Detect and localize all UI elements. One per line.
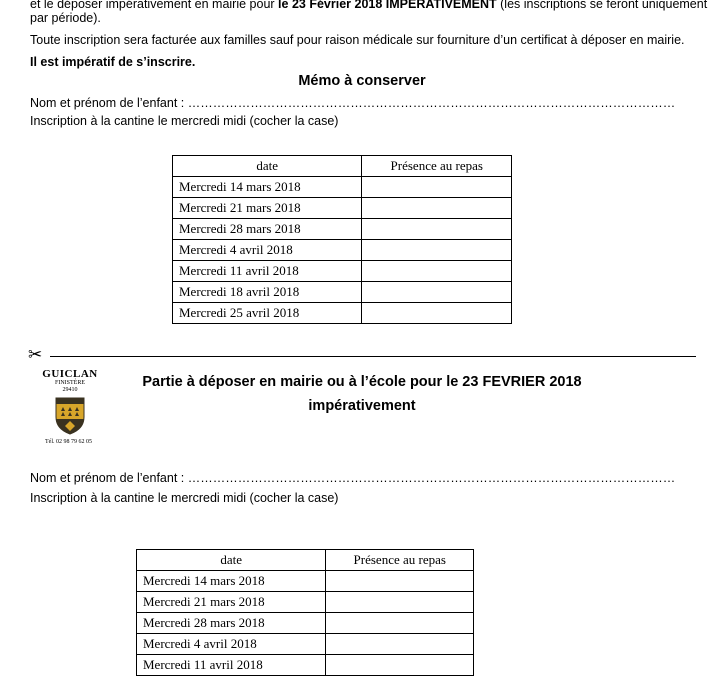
memo-header-date: date (173, 156, 362, 177)
table-row (173, 219, 512, 240)
memo-inscription-label: Inscription à la cantine le mercredi midi (cocher la case) (30, 114, 339, 128)
memo-child-name-field[interactable]: Nom et prénom de l’enfant : ……………………………………………………………………………………………………… (30, 96, 676, 110)
deposit-header-presence: Présence au repas (326, 550, 474, 571)
logo-region: FINISTÈRE (55, 380, 85, 386)
deposit-date-cell: Mercredi 14 mars 2018 (137, 571, 326, 592)
table-row (137, 613, 474, 634)
memo-date-cell: Mercredi 28 mars 2018 (173, 219, 362, 240)
memo-title: Mémo à conserver (298, 73, 426, 89)
logo-postcode: 29410 (62, 387, 78, 393)
table-row (137, 655, 474, 676)
deposit-date-cell: Mercredi 11 avril 2018 (137, 655, 326, 676)
table-row (173, 303, 512, 324)
table-row (173, 240, 512, 261)
memo-table (172, 155, 512, 324)
deposit-title: Partie à déposer en mairie ou à l’école pour le 23 FEVRIER 2018 (142, 374, 582, 390)
table-row (173, 282, 512, 303)
memo-presence-checkbox-cell[interactable] (362, 219, 512, 240)
scissors-icon: ✂ (28, 345, 43, 364)
deposit-inscription-label: Inscription à la cantine le mercredi midi (cocher la case) (30, 491, 339, 505)
intro-deadline-bold: le 23 Février 2018 IMPERATIVEMENT (278, 0, 497, 11)
memo-date-cell: Mercredi 21 mars 2018 (173, 198, 362, 219)
mandatory-notice: Il est impératif de s’inscrire. (30, 55, 196, 69)
intro-deadline (30, 0, 707, 12)
logo-telephone: Tél. 02 98 79 62 05 (45, 439, 92, 445)
cut-line-divider (50, 356, 696, 357)
memo-table-header (173, 156, 512, 177)
memo-presence-checkbox-cell[interactable] (362, 282, 512, 303)
deposit-table-header (137, 550, 474, 571)
deposit-child-name-field[interactable]: Nom et prénom de l’enfant : ……………………………………………………………………………………………………… (30, 471, 676, 485)
deposit-presence-checkbox-cell[interactable] (326, 571, 474, 592)
memo-presence-checkbox-cell[interactable] (362, 198, 512, 219)
deposit-table (136, 549, 474, 676)
memo-presence-checkbox-cell[interactable] (362, 261, 512, 282)
deposit-header-date: date (137, 550, 326, 571)
memo-date-cell: Mercredi 25 avril 2018 (173, 303, 362, 324)
intro-deadline-text: et le déposer impérativement en mairie pour (30, 0, 279, 11)
billing-notice: Toute inscription sera facturée aux familles sauf pour raison médicale sur fourniture d’un certificat à déposer en mairie. (30, 33, 685, 47)
deposit-date-cell: Mercredi 21 mars 2018 (137, 592, 326, 613)
table-row (137, 592, 474, 613)
deposit-title-continued: impérativement (308, 398, 416, 414)
memo-presence-checkbox-cell[interactable] (362, 303, 512, 324)
table-row (173, 177, 512, 198)
memo-date-cell: Mercredi 18 avril 2018 (173, 282, 362, 303)
table-row (173, 198, 512, 219)
deposit-presence-checkbox-cell[interactable] (326, 613, 474, 634)
table-row (173, 261, 512, 282)
intro-period: par période). (30, 11, 101, 25)
deposit-presence-checkbox-cell[interactable] (326, 592, 474, 613)
memo-header-presence: Présence au repas (362, 156, 512, 177)
intro-deadline-rest: (les inscriptions se feront uniquement (496, 0, 708, 11)
memo-date-cell: Mercredi 14 mars 2018 (173, 177, 362, 198)
memo-presence-checkbox-cell[interactable] (362, 240, 512, 261)
deposit-date-cell: Mercredi 4 avril 2018 (137, 634, 326, 655)
logo-town-name: GUICLAN (42, 368, 98, 380)
memo-presence-checkbox-cell[interactable] (362, 177, 512, 198)
table-row (137, 571, 474, 592)
memo-date-cell: Mercredi 4 avril 2018 (173, 240, 362, 261)
deposit-presence-checkbox-cell[interactable] (326, 634, 474, 655)
table-row (137, 634, 474, 655)
memo-date-cell: Mercredi 11 avril 2018 (173, 261, 362, 282)
deposit-date-cell: Mercredi 28 mars 2018 (137, 613, 326, 634)
deposit-presence-checkbox-cell[interactable] (326, 655, 474, 676)
